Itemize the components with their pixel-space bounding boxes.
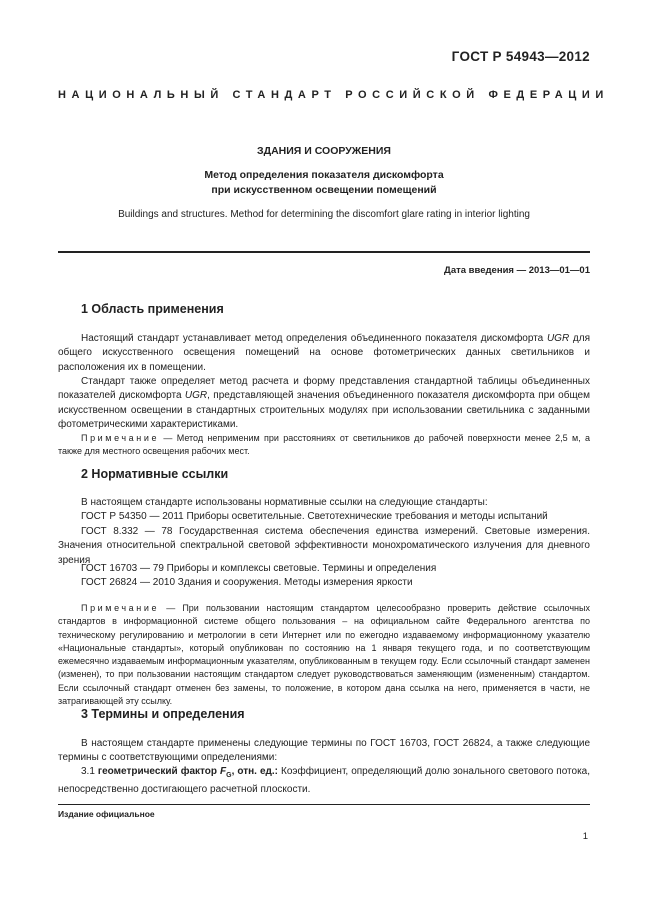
- section-1-note: Примечание — Метод неприменим при расстояниях от светильников до рабочей поверхности менее 2,5 м, а также для местного освещения рабочих мест.: [58, 433, 590, 457]
- subtitle-line-2: при искусственном освещении помещений: [211, 184, 437, 196]
- reference-item: ГОСТ Р 54350 — 2011 Приборы осветительные. Светотехнические требования и методы испытаний: [81, 511, 548, 522]
- title-divider: [58, 251, 590, 253]
- document-title: ЗДАНИЯ И СООРУЖЕНИЯ: [257, 145, 391, 157]
- edition-label: Издание официальное: [58, 809, 155, 819]
- section-1-paragraph-1: Настоящий стандарт устанавливает метод определения объединенного показателя дискомфорта UGR для общего искусственного освещения помещений на основе фотометрических данных светильников и расположения их в помещении.: [58, 333, 590, 373]
- references-intro: В настоящем стандарте использованы нормативные ссылки на следующие стандарты:: [81, 497, 488, 508]
- document-subtitle: [58, 168, 590, 198]
- reference-item: ГОСТ 26824 — 2010 Здания и сооружения. Методы измерения яркости: [81, 577, 413, 588]
- section-3-intro: В настоящем стандарте применены следующие термины по ГОСТ 16703, ГОСТ 26824, а также следующие термины с соответствующими определениями:: [58, 738, 590, 764]
- section-3-heading: 3 Термины и определения: [81, 707, 245, 721]
- footer-divider: [58, 804, 590, 805]
- reference-item: ГОСТ 8.332 — 78 Государственная система обеспечения единства измерений. Световые измерения. Значения относительной спектральной световой эффективности монохроматического излучения для дневного зрения: [58, 526, 590, 566]
- section-1-paragraph-2: Стандарт также определяет метод расчета и форму представления стандартной таблицы объединенных показателей дискомфорта UGR, представляющей значения объединенного показателя дискомфорта при общем искусственном освещении в стандартных строительных модулях при использовании светильника с заданными фотометрическими характеристиками.: [58, 376, 590, 430]
- section-2-heading: 2 Нормативные ссылки: [81, 467, 229, 481]
- note-label: Примечание: [81, 433, 160, 443]
- introduction-date: Дата введения — 2013—01—01: [444, 265, 590, 276]
- ugr-symbol: UGR: [546, 333, 570, 344]
- national-standard-banner: НАЦИОНАЛЬНЫЙ СТАНДАРТ РОССИЙСКОЙ ФЕДЕРАЦИИ: [58, 89, 609, 101]
- section-2-note: Примечание — При пользовании настоящим стандартом целесообразно проверить действие ссылочных стандартов в информационной системе общего пользования – на официальном сайте Федерального агентства по техническому регулированию и метрологии в сети Интернет или по ежегодно издаваемому информационному указателю «Национальные стандарты», который опубликован по состоянию на 1 января текущего года, и по соответствующим ежемесячно издаваемым информационным указателям, опубликованным в текущем году. Если ссылочный стандарт заменен (изменен), то при пользовании настоящим стандартом следует руководствоваться заменяющим (измененным) стандартом. Если ссылочный стандарт отменен без замены, то положение, в котором дана ссылка на него, применяется в части, не затрагивающей эту ссылку.: [58, 603, 590, 707]
- ugr-symbol: UGR: [184, 390, 208, 402]
- term-3-1: 3.1 геометрический фактор $F_G$, отн. ед.: Коэффициент, определяющий долю зонального светового потока, непосредственно достигающего расчетной плоскости.: [58, 766, 591, 796]
- subtitle-line-1: Метод определения показателя дискомфорта: [204, 169, 444, 181]
- page-number: 1: [582, 831, 588, 842]
- english-title: Buildings and structures. Method for determining the discomfort glare rating in interior lighting: [118, 209, 530, 220]
- reference-item: ГОСТ 16703 — 79 Приборы и комплексы световые. Термины и определения: [81, 563, 437, 574]
- term-name: геометрический фактор $F_G$, отн. ед.:: [97, 766, 278, 779]
- note-label: Примечание: [81, 603, 160, 613]
- standard-number: ГОСТ Р 54943—2012: [451, 49, 590, 64]
- section-1-heading: 1 Область применения: [81, 302, 224, 316]
